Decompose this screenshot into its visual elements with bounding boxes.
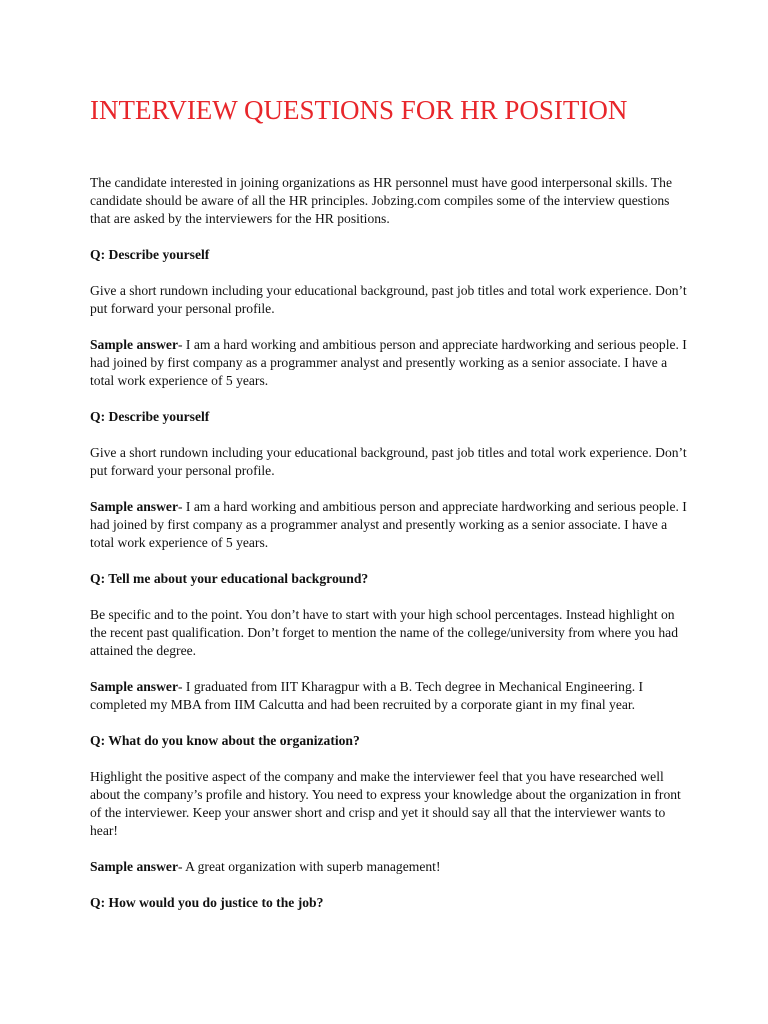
- sample-answer-text: - A great organization with superb management!: [177, 859, 441, 874]
- document-page: [90, 90, 690, 930]
- question-heading: Q: Describe yourself: [90, 409, 210, 424]
- document-title: INTERVIEW QUESTIONS FOR HR POSITION: [90, 95, 628, 125]
- qa-block-2: [90, 408, 690, 552]
- sample-answer-label: Sample answer: [90, 499, 178, 514]
- question-heading: Q: Describe yourself: [90, 247, 210, 262]
- qa-block-1: [90, 246, 690, 390]
- qa-block-4: [90, 732, 690, 876]
- sample-answer-label: Sample answer: [90, 337, 178, 352]
- sample-answer-paragraph: [90, 336, 690, 390]
- sample-answer-paragraph: [90, 678, 690, 714]
- sample-answer-text: - I am a hard working and ambitious person and appreciate hardworking and serious people. I had joined by first company as a programmer analyst and presently working as a senior associate. I have a total work experience of 5 years.: [90, 499, 687, 550]
- sample-answer-text: - I graduated from IIT Kharagpur with a B. Tech degree in Mechanical Engineering. I completed my MBA from IIM Calcutta and had been recruited by a corporate giant in my final year.: [90, 679, 644, 712]
- sample-answer-text: - I am a hard working and ambitious person and appreciate hardworking and serious people. I had joined by first company as a programmer analyst and presently working as a senior associate. I have a total work experience of 5 years.: [90, 337, 687, 388]
- intro-paragraph: The candidate interested in joining organizations as HR personnel must have good interpersonal skills. The candidate should be aware of all the HR principles. Jobzing.com compiles some of the interview questions that are asked by the interviewers for the HR positions.: [90, 175, 673, 226]
- question-heading: Q: Tell me about your educational background?: [90, 571, 369, 586]
- advice-paragraph: Give a short rundown including your educational background, past job titles and total work experience. Don’t put forward your personal profile.: [90, 283, 687, 316]
- sample-answer-paragraph: [90, 858, 690, 876]
- question-heading-last: Q: How would you do justice to the job?: [90, 895, 324, 910]
- advice-paragraph: Give a short rundown including your educational background, past job titles and total work experience. Don’t put forward your personal profile.: [90, 445, 687, 478]
- advice-paragraph: Highlight the positive aspect of the company and make the interviewer feel that you have researched well about the company’s profile and history. You need to express your knowledge about the organization in front of the interviewer. Keep your answer short and crisp and yet it should say all that the interviewer wants to hear!: [90, 769, 681, 838]
- sample-answer-label: Sample answer: [90, 859, 178, 874]
- sample-answer-paragraph: [90, 498, 690, 552]
- qa-block-3: [90, 570, 690, 714]
- sample-answer-label: Sample answer: [90, 679, 178, 694]
- advice-paragraph: Be specific and to the point. You don’t have to start with your high school percentages. Instead highlight on the recent past qualification. Don’t forget to mention the name of the college/university from where you had attained the degree.: [90, 607, 679, 658]
- question-heading: Q: What do you know about the organization?: [90, 733, 360, 748]
